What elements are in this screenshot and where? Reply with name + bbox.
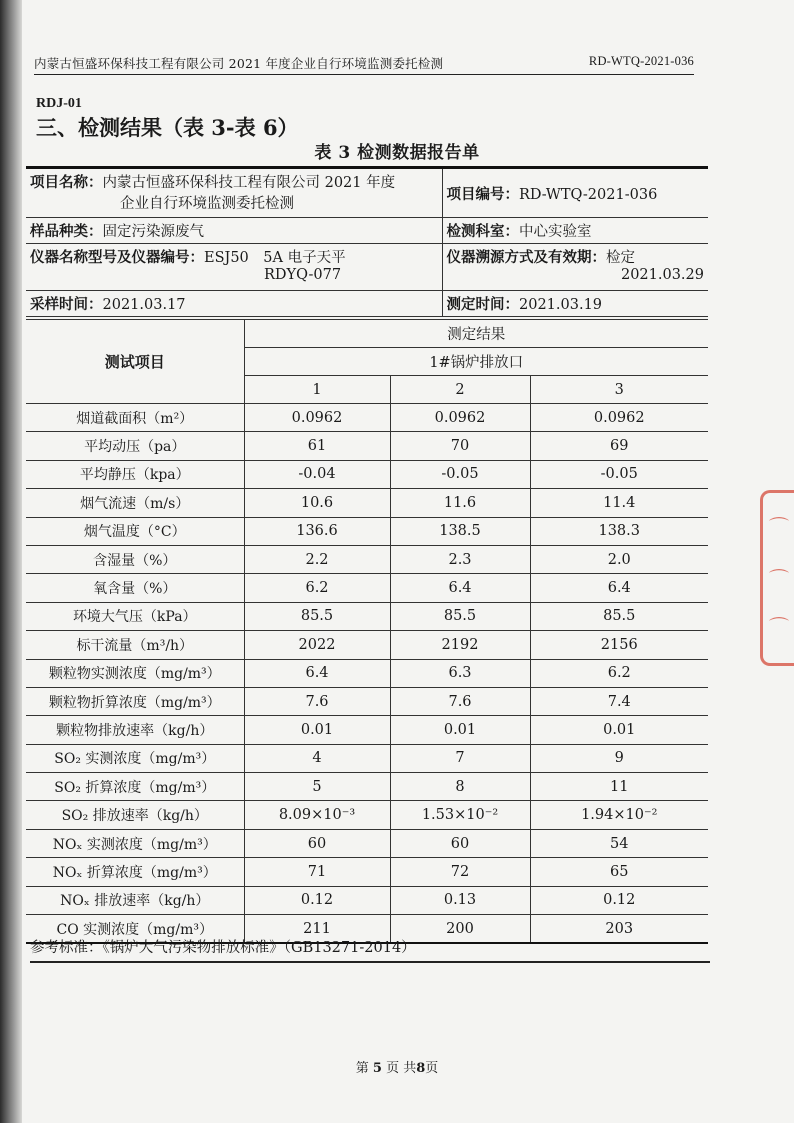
instrument-label: 仪器名称型号及仪器编号： xyxy=(30,249,204,266)
result-value-1: -0.04 xyxy=(244,460,390,488)
result-value-2: 60 xyxy=(390,829,530,857)
result-value-2: 7 xyxy=(390,744,530,772)
seal-stamp-fragment: ⌒ ⌒ ⌒ xyxy=(760,490,794,666)
result-row xyxy=(26,744,708,772)
result-value-3: 138.3 xyxy=(530,517,708,545)
result-value-1: 6.2 xyxy=(244,574,390,602)
meta-row-dates xyxy=(26,291,708,317)
result-row xyxy=(26,829,708,857)
result-value-2: 70 xyxy=(390,432,530,460)
result-value-3: 9 xyxy=(530,744,708,772)
result-value-3: 203 xyxy=(530,915,708,944)
result-value-1: 0.12 xyxy=(244,886,390,914)
result-value-1: 4 xyxy=(244,744,390,772)
result-row xyxy=(26,659,708,687)
sample-type-value: 固定污染源废气 xyxy=(102,224,204,240)
parameter-name: 含湿量（%） xyxy=(26,545,244,573)
result-value-2: 6.4 xyxy=(390,574,530,602)
trace-cell xyxy=(442,244,708,291)
result-row xyxy=(26,687,708,715)
result-value-3: -0.05 xyxy=(530,460,708,488)
result-header: 测定结果 xyxy=(244,320,708,348)
result-row xyxy=(26,631,708,659)
meta-row-instrument xyxy=(26,244,708,291)
footer-page-number: 5 xyxy=(372,1061,382,1076)
column-header-2: 2 xyxy=(390,376,530,404)
result-value-1: 136.6 xyxy=(244,517,390,545)
sampling-time-cell xyxy=(26,291,442,317)
result-row xyxy=(26,517,708,545)
footer-prefix: 第 xyxy=(355,1061,369,1076)
header-company: 内蒙古恒盛环保科技工程有限公司 2021 年度企业自行环境监测委托检测 xyxy=(34,56,444,71)
result-row xyxy=(26,858,708,886)
parameter-name: NOₓ 排放速率（kg/h） xyxy=(26,886,244,914)
result-value-1: 6.4 xyxy=(244,659,390,687)
sample-type-label: 样品种类： xyxy=(30,223,103,240)
sampling-location: 1#锅炉排放口 xyxy=(244,348,708,376)
report-meta-table xyxy=(26,169,708,317)
result-value-2: 200 xyxy=(390,915,530,944)
parameter-name: NOₓ 实测浓度（mg/m³） xyxy=(26,829,244,857)
result-value-1: 85.5 xyxy=(244,602,390,630)
parameter-name: 环境大气压（kPa） xyxy=(26,602,244,630)
result-value-1: 8.09×10⁻³ xyxy=(244,801,390,829)
result-row xyxy=(26,545,708,573)
parameter-name: 氧含量（%） xyxy=(26,574,244,602)
parameter-name: NOₓ 折算浓度（mg/m³） xyxy=(26,858,244,886)
result-value-1: 7.6 xyxy=(244,687,390,715)
parameter-name: 标干流量（m³/h） xyxy=(26,631,244,659)
result-value-1: 5 xyxy=(244,773,390,801)
results-header-row-1 xyxy=(26,320,708,348)
result-row xyxy=(26,432,708,460)
trace-value: 检定 xyxy=(606,250,635,266)
meta-row-project xyxy=(26,169,708,218)
parameter-name: SO₂ 实测浓度（mg/m³） xyxy=(26,744,244,772)
result-value-3: 1.94×10⁻² xyxy=(530,801,708,829)
result-value-1: 71 xyxy=(244,858,390,886)
page-edge-shadow xyxy=(0,0,22,1123)
instrument-id: RDYQ-077 xyxy=(264,267,342,283)
result-value-3: 0.12 xyxy=(530,886,708,914)
footer-suffix: 页 xyxy=(425,1061,439,1076)
result-value-3: 54 xyxy=(530,829,708,857)
result-row xyxy=(26,404,708,432)
sample-type-cell xyxy=(26,218,442,244)
reference-standard: 参考标准：《锅炉大气污染物排放标准》（GB13271-2014） xyxy=(30,936,710,963)
result-value-3: 2.0 xyxy=(530,545,708,573)
trace-date: 2021.03.29 xyxy=(620,267,704,283)
result-value-3: 0.01 xyxy=(530,716,708,744)
result-value-2: 0.01 xyxy=(390,716,530,744)
project-name-cell xyxy=(26,169,442,218)
result-value-2: 6.3 xyxy=(390,659,530,687)
project-no-label: 项目编号： xyxy=(446,185,519,203)
testing-time-label: 测定时间： xyxy=(446,296,519,313)
result-value-2: 85.5 xyxy=(390,602,530,630)
lab-cell xyxy=(442,218,708,244)
result-row xyxy=(26,886,708,914)
result-value-1: 60 xyxy=(244,829,390,857)
project-name-value: 内蒙古恒盛环保科技工程有限公司 2021 年度 xyxy=(102,175,396,191)
parameter-name: 颗粒物排放速率（kg/h） xyxy=(26,716,244,744)
result-value-1: 10.6 xyxy=(244,489,390,517)
result-row xyxy=(26,773,708,801)
result-value-1: 61 xyxy=(244,432,390,460)
parameter-name: 烟气流速（m/s） xyxy=(26,489,244,517)
result-value-2: 0.0962 xyxy=(390,404,530,432)
result-value-3: 11 xyxy=(530,773,708,801)
result-value-2: 0.13 xyxy=(390,886,530,914)
page-footer xyxy=(0,1057,794,1076)
result-value-3: 85.5 xyxy=(530,602,708,630)
result-row xyxy=(26,574,708,602)
result-value-1: 0.0962 xyxy=(244,404,390,432)
result-value-3: 7.4 xyxy=(530,687,708,715)
result-row xyxy=(26,489,708,517)
result-value-3: 69 xyxy=(530,432,708,460)
result-value-2: 2192 xyxy=(390,631,530,659)
parameter-name: 颗粒物实测浓度（mg/m³） xyxy=(26,659,244,687)
sampling-time-value: 2021.03.17 xyxy=(102,297,186,313)
parameter-name: 平均动压（pa） xyxy=(26,432,244,460)
project-no-value: RD-WTQ-2021-036 xyxy=(519,186,658,203)
result-value-2: 72 xyxy=(390,858,530,886)
project-no-cell xyxy=(442,169,708,218)
result-value-3: 0.0962 xyxy=(530,404,708,432)
result-row xyxy=(26,716,708,744)
parameter-name: 平均静压（kpa） xyxy=(26,460,244,488)
result-value-2: 11.6 xyxy=(390,489,530,517)
result-value-1: 0.01 xyxy=(244,716,390,744)
result-value-2: 2.3 xyxy=(390,545,530,573)
header-report-no: RD-WTQ-2021-036 xyxy=(588,54,694,68)
result-value-3: 65 xyxy=(530,858,708,886)
table-title: 表 3 检测数据报告单 xyxy=(314,143,480,163)
meta-row-sample xyxy=(26,218,708,244)
parameter-name: SO₂ 折算浓度（mg/m³） xyxy=(26,773,244,801)
lab-value: 中心实验室 xyxy=(519,224,592,240)
parameter-name: CO 实测浓度（mg/m³） xyxy=(26,915,244,944)
result-value-2: 7.6 xyxy=(390,687,530,715)
column-header-1: 1 xyxy=(244,376,390,404)
footer-total-pages: 8 xyxy=(416,1061,426,1076)
result-value-1: 211 xyxy=(244,915,390,944)
result-value-2: -0.05 xyxy=(390,460,530,488)
results-table xyxy=(26,319,708,944)
section-title: 三、检测结果（表 3-表 6） xyxy=(36,115,299,140)
testing-time-value: 2021.03.19 xyxy=(519,297,603,313)
parameter-name: SO₂ 排放速率（kg/h） xyxy=(26,801,244,829)
project-name-label: 项目名称： xyxy=(30,174,103,191)
parameter-name: 烟气温度（°C） xyxy=(26,517,244,545)
trace-label: 仪器溯源方式及有效期： xyxy=(446,249,606,266)
footer-middle: 页 共 xyxy=(386,1061,417,1076)
project-name-value-2: 企业自行环境监测委托检测 xyxy=(120,196,294,212)
column-header-3: 3 xyxy=(530,376,708,404)
instrument-value: ESJ50 5A 电子天平 xyxy=(204,250,346,266)
parameter-name: 烟道截面积（m²） xyxy=(26,404,244,432)
result-value-2: 1.53×10⁻² xyxy=(390,801,530,829)
result-row xyxy=(26,801,708,829)
result-value-3: 11.4 xyxy=(530,489,708,517)
testing-time-cell xyxy=(442,291,708,317)
result-value-3: 6.2 xyxy=(530,659,708,687)
result-value-2: 8 xyxy=(390,773,530,801)
result-value-3: 2156 xyxy=(530,631,708,659)
result-value-1: 2022 xyxy=(244,631,390,659)
result-value-1: 2.2 xyxy=(244,545,390,573)
page-header xyxy=(34,52,694,75)
result-value-2: 138.5 xyxy=(390,517,530,545)
result-value-3: 6.4 xyxy=(530,574,708,602)
result-row xyxy=(26,460,708,488)
instrument-cell xyxy=(26,244,442,291)
result-row xyxy=(26,602,708,630)
sampling-time-label: 采样时间： xyxy=(30,296,103,313)
parameter-name: 颗粒物折算浓度（mg/m³） xyxy=(26,687,244,715)
doc-code: RDJ-01 xyxy=(36,96,82,111)
lab-label: 检测科室： xyxy=(446,223,519,240)
test-item-header: 测试项目 xyxy=(26,320,244,404)
